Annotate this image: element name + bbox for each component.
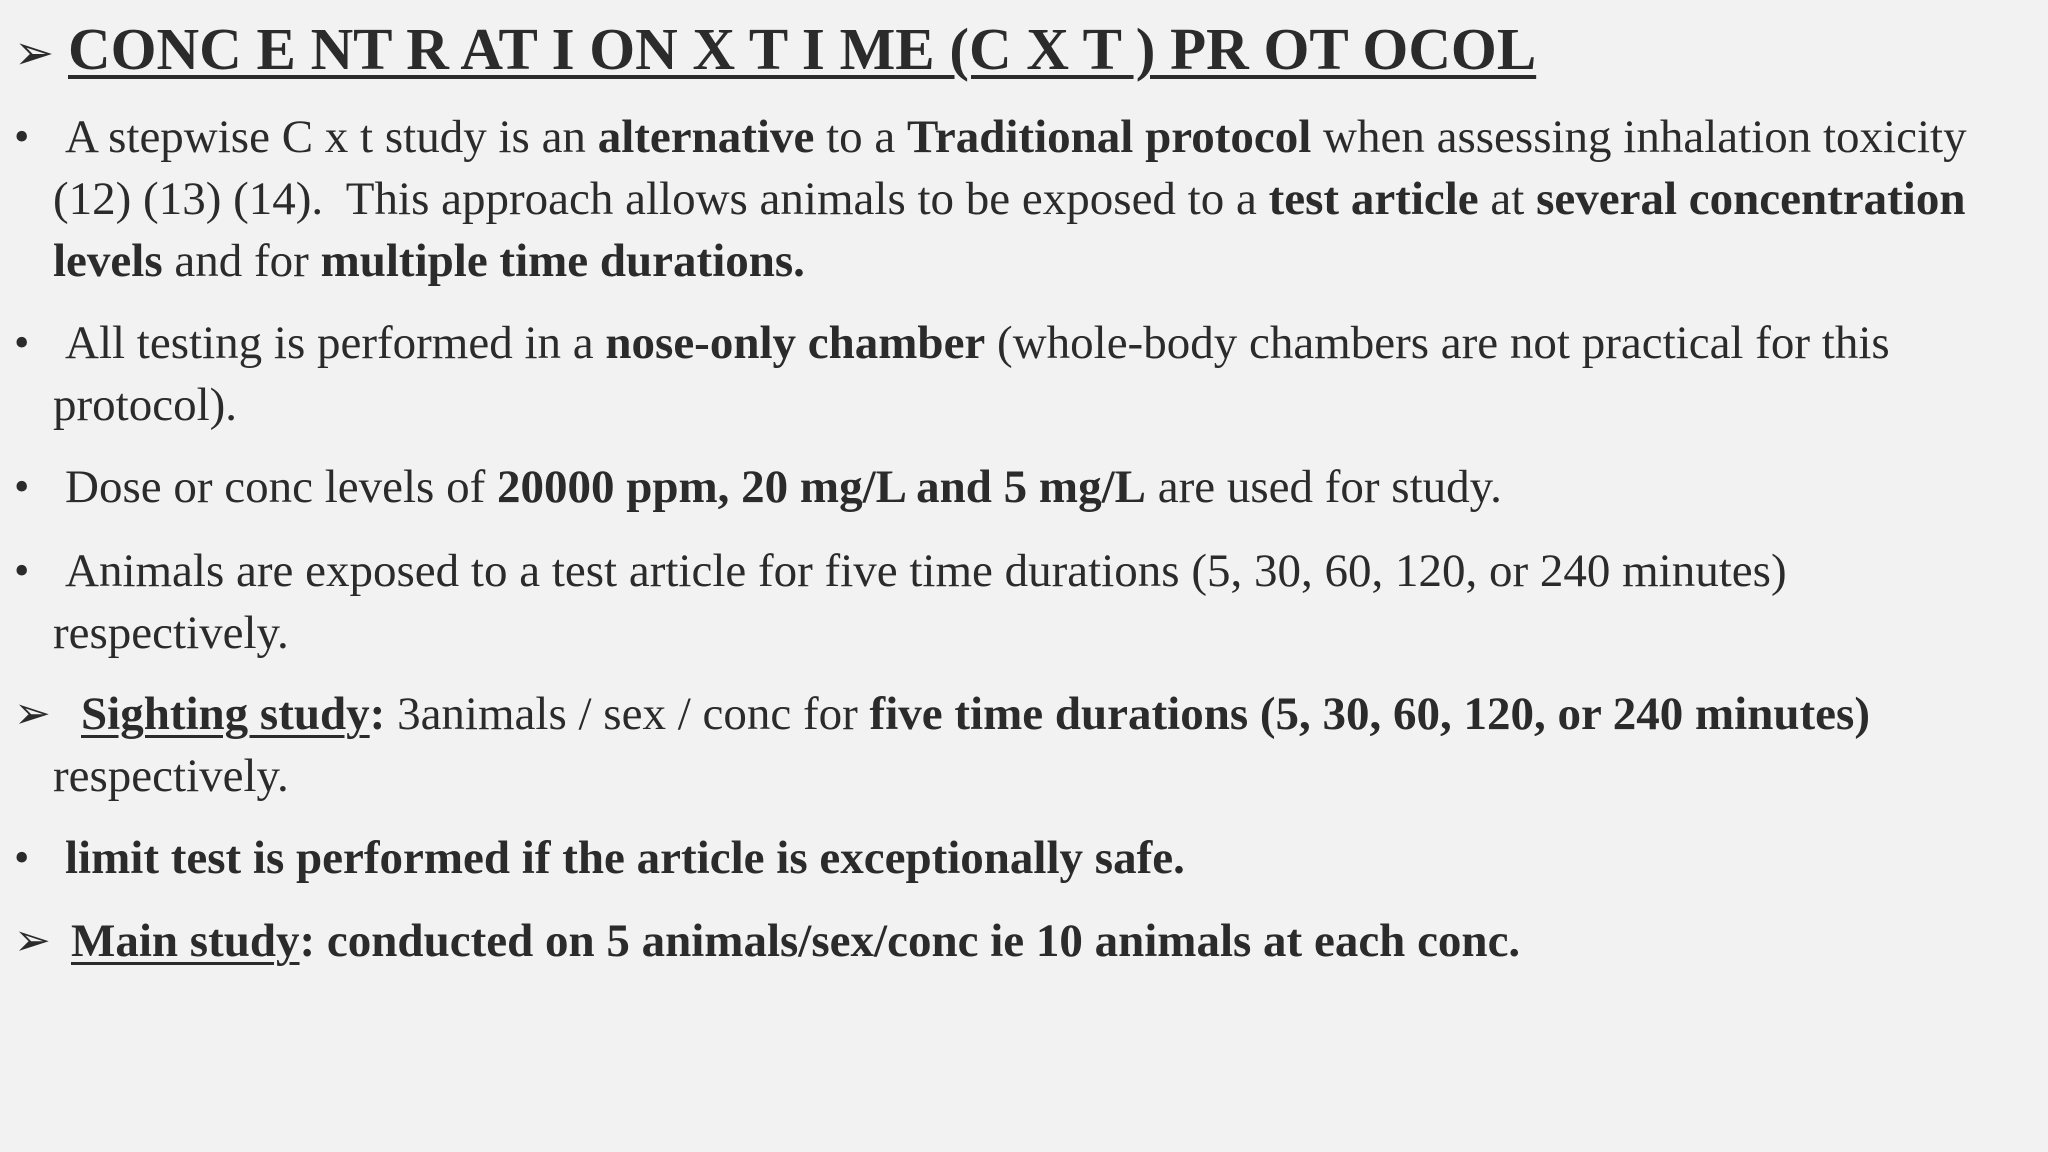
bullet-item-nose-only <box>0 312 2048 436</box>
bullet-item-exposure-durations <box>0 540 2048 664</box>
bullet-item-limit-test <box>0 827 2048 889</box>
sighting-study-label: Sighting study <box>81 688 370 740</box>
slide-title-row <box>0 14 2048 84</box>
bullet-text: Animals are exposed to a test article for five time durations (5, 30, 60, 120, or 240 minutes) respectively. <box>53 545 1799 659</box>
bullet-text: Dose or conc levels of 20000 ppm, 20 mg/L and 5 mg/L are used for study. <box>65 461 1502 513</box>
arrow-bullet-icon: ➢ <box>14 688 51 739</box>
bullet-text: All testing is performed in a nose-only chamber (whole-body chambers are not practical for this protocol). <box>53 317 1902 431</box>
bullet-text: A stepwise C x t study is an alternative to a Traditional protocol when assessing inhalation toxicity (12) (13) (14). This approach allows animals to be exposed to a test article at several concentration levels and for multiple time durations. <box>53 111 1979 287</box>
arrow-item-main-study <box>0 910 2048 972</box>
bullet-icon: • <box>14 833 30 882</box>
sighting-study-text: Sighting study: 3animals / sex / conc for five time durations (5, 30, 60, 120, or 240 minutes) respectively. <box>53 688 1882 802</box>
main-study-label: Main study <box>71 915 300 967</box>
bullet-icon: • <box>14 318 30 367</box>
arrow-item-sighting-study <box>0 683 2048 807</box>
arrow-bullet-icon: ➢ <box>14 25 55 81</box>
bullet-item-dose-levels <box>0 456 2048 518</box>
slide-title: CONC E NT R AT I ON X T I ME (C X T ) PR OT OCOL <box>68 16 1537 82</box>
bullet-icon: • <box>14 546 30 595</box>
bullet-icon: • <box>14 112 30 161</box>
main-study-text: Main study: conducted on 5 animals/sex/conc ie 10 animals at each conc. <box>71 915 1521 967</box>
arrow-bullet-icon: ➢ <box>14 915 51 966</box>
bullet-text: limit test is performed if the article is exceptionally safe. <box>65 832 1185 884</box>
bullet-icon: • <box>14 462 30 511</box>
bullet-item-stepwise <box>0 106 2048 292</box>
